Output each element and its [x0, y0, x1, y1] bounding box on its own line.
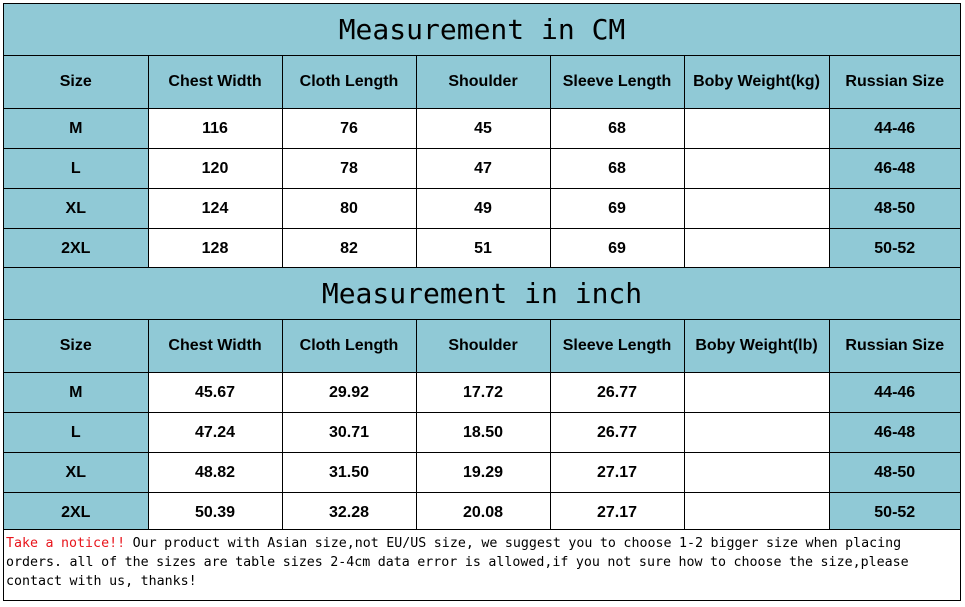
header-size: Size [4, 320, 148, 373]
russian-size-cell: 44-46 [829, 109, 960, 149]
shoulder-cell: 49 [416, 189, 550, 229]
body-weight-cell [684, 229, 829, 269]
notice-alert: Take a notice!! [6, 536, 126, 551]
body-weight-cell [684, 189, 829, 229]
cloth-length-cell: 80 [282, 189, 416, 229]
header-chest-width: Chest Width [148, 320, 282, 373]
sleeve-length-cell: 27.17 [550, 493, 684, 533]
cloth-length-cell: 31.50 [282, 453, 416, 493]
table-row [4, 229, 960, 269]
cm-size-table [4, 56, 960, 269]
inch-section-title: Measurement in inch [4, 267, 960, 320]
table-row [4, 189, 960, 229]
chest-width-cell: 124 [148, 189, 282, 229]
size-cell: 2XL [4, 229, 148, 269]
russian-size-cell: 50-52 [829, 229, 960, 269]
header-size: Size [4, 56, 148, 109]
table-row [4, 109, 960, 149]
table-row [4, 493, 960, 533]
inch-size-table [4, 320, 960, 533]
header-cloth-length: Cloth Length [282, 320, 416, 373]
header-body-weight: Boby Weight(lb) [684, 320, 829, 373]
header-body-weight: Boby Weight(kg) [684, 56, 829, 109]
sleeve-length-cell: 26.77 [550, 413, 684, 453]
sleeve-length-cell: 27.17 [550, 453, 684, 493]
body-weight-cell [684, 373, 829, 413]
body-weight-cell [684, 109, 829, 149]
chest-width-cell: 45.67 [148, 373, 282, 413]
chest-width-cell: 47.24 [148, 413, 282, 453]
sleeve-length-cell: 68 [550, 149, 684, 189]
size-cell: M [4, 373, 148, 413]
table-row [4, 453, 960, 493]
shoulder-cell: 45 [416, 109, 550, 149]
inch-header-row [4, 320, 960, 373]
chest-width-cell: 48.82 [148, 453, 282, 493]
russian-size-cell: 46-48 [829, 149, 960, 189]
shoulder-cell: 18.50 [416, 413, 550, 453]
shoulder-cell: 51 [416, 229, 550, 269]
table-row [4, 149, 960, 189]
size-cell: L [4, 413, 148, 453]
chest-width-cell: 120 [148, 149, 282, 189]
header-shoulder: Shoulder [416, 56, 550, 109]
body-weight-cell [684, 453, 829, 493]
chest-width-cell: 50.39 [148, 493, 282, 533]
header-russian-size: Russian Size [829, 56, 960, 109]
russian-size-cell: 44-46 [829, 373, 960, 413]
sleeve-length-cell: 68 [550, 109, 684, 149]
cloth-length-cell: 76 [282, 109, 416, 149]
cm-header-row [4, 56, 960, 109]
body-weight-cell [684, 413, 829, 453]
header-sleeve-length: Sleeve Length [550, 320, 684, 373]
header-russian-size: Russian Size [829, 320, 960, 373]
russian-size-cell: 46-48 [829, 413, 960, 453]
shoulder-cell: 20.08 [416, 493, 550, 533]
shoulder-cell: 47 [416, 149, 550, 189]
cloth-length-cell: 29.92 [282, 373, 416, 413]
size-cell: L [4, 149, 148, 189]
russian-size-cell: 48-50 [829, 189, 960, 229]
cloth-length-cell: 82 [282, 229, 416, 269]
size-notice [4, 529, 960, 600]
size-cell: 2XL [4, 493, 148, 533]
header-shoulder: Shoulder [416, 320, 550, 373]
sleeve-length-cell: 69 [550, 189, 684, 229]
size-chart [3, 3, 961, 601]
header-sleeve-length: Sleeve Length [550, 56, 684, 109]
size-cell: M [4, 109, 148, 149]
table-row [4, 373, 960, 413]
cloth-length-cell: 32.28 [282, 493, 416, 533]
shoulder-cell: 19.29 [416, 453, 550, 493]
sleeve-length-cell: 69 [550, 229, 684, 269]
cloth-length-cell: 30.71 [282, 413, 416, 453]
header-chest-width: Chest Width [148, 56, 282, 109]
notice-text: Our product with Asian size,not EU/US size, we suggest you to choose 1-2 bigger size when placing orders. all of the sizes are table sizes 2-4cm data error is allowed,if you not sure how to choose the size,please contact with us, thanks! [6, 536, 909, 589]
cloth-length-cell: 78 [282, 149, 416, 189]
sleeve-length-cell: 26.77 [550, 373, 684, 413]
body-weight-cell [684, 149, 829, 189]
size-cell: XL [4, 189, 148, 229]
chest-width-cell: 116 [148, 109, 282, 149]
header-cloth-length: Cloth Length [282, 56, 416, 109]
cm-section-title: Measurement in CM [4, 4, 960, 56]
russian-size-cell: 48-50 [829, 453, 960, 493]
table-row [4, 413, 960, 453]
russian-size-cell: 50-52 [829, 493, 960, 533]
shoulder-cell: 17.72 [416, 373, 550, 413]
chest-width-cell: 128 [148, 229, 282, 269]
size-cell: XL [4, 453, 148, 493]
body-weight-cell [684, 493, 829, 533]
